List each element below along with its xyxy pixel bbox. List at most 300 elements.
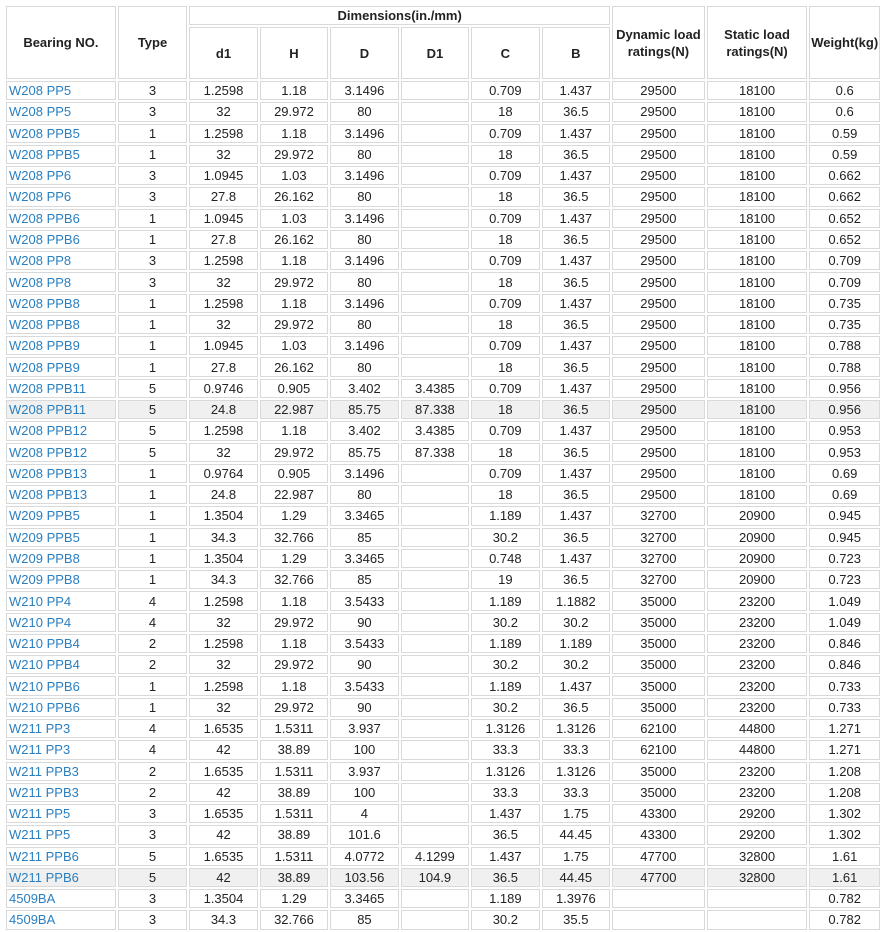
cell-C: 18 (471, 485, 539, 504)
cell-static: 18100 (707, 357, 808, 376)
cell-D: 103.56 (330, 868, 398, 887)
cell-model[interactable]: W208 PP6 (6, 187, 116, 206)
cell-model[interactable]: 4509BA (6, 910, 116, 929)
cell-C: 0.709 (471, 166, 539, 185)
cell-model[interactable]: W210 PP4 (6, 591, 116, 610)
cell-D: 4 (330, 804, 398, 823)
table-row (6, 868, 880, 887)
cell-type: 3 (118, 889, 187, 908)
cell-static (707, 910, 808, 929)
cell-model[interactable]: W210 PPB4 (6, 634, 116, 653)
cell-D1 (401, 464, 469, 483)
cell-d1: 32 (189, 102, 257, 121)
cell-model[interactable]: W208 PP5 (6, 102, 116, 121)
cell-H: 26.162 (260, 230, 328, 249)
cell-H: 1.18 (260, 591, 328, 610)
table-row (6, 272, 880, 291)
cell-dynamic: 35000 (612, 783, 705, 802)
cell-C: 0.709 (471, 464, 539, 483)
cell-D: 3.402 (330, 379, 398, 398)
table-row (6, 698, 880, 717)
cell-dynamic: 62100 (612, 740, 705, 759)
table-row (6, 230, 880, 249)
cell-static: 20900 (707, 506, 808, 525)
cell-B: 33.3 (542, 783, 610, 802)
cell-D1: 87.338 (401, 443, 469, 462)
cell-d1: 32 (189, 655, 257, 674)
cell-B: 1.75 (542, 804, 610, 823)
cell-weight: 0.652 (809, 209, 880, 228)
cell-H: 29.972 (260, 613, 328, 632)
cell-weight: 0.945 (809, 528, 880, 547)
cell-B: 1.437 (542, 506, 610, 525)
table-row (6, 81, 880, 100)
cell-C: 0.709 (471, 124, 539, 143)
cell-weight: 0.709 (809, 272, 880, 291)
cell-static: 18100 (707, 336, 808, 355)
cell-model[interactable]: W208 PPB12 (6, 443, 116, 462)
cell-static: 18100 (707, 124, 808, 143)
cell-static: 18100 (707, 187, 808, 206)
cell-C: 18 (471, 400, 539, 419)
cell-dynamic: 35000 (612, 613, 705, 632)
cell-model[interactable]: W209 PPB5 (6, 528, 116, 547)
cell-C: 0.709 (471, 251, 539, 270)
cell-D1 (401, 336, 469, 355)
cell-model[interactable]: W208 PPB8 (6, 315, 116, 334)
cell-weight: 1.271 (809, 740, 880, 759)
cell-type: 1 (118, 506, 187, 525)
cell-B: 36.5 (542, 698, 610, 717)
cell-type: 3 (118, 81, 187, 100)
cell-B: 36.5 (542, 570, 610, 589)
table-row (6, 400, 880, 419)
cell-C: 1.189 (471, 506, 539, 525)
cell-C: 0.709 (471, 421, 539, 440)
cell-weight: 0.945 (809, 506, 880, 525)
cell-C: 36.5 (471, 868, 539, 887)
cell-C: 18 (471, 315, 539, 334)
table-row (6, 847, 880, 866)
cell-C: 1.3126 (471, 719, 539, 738)
cell-H: 29.972 (260, 698, 328, 717)
cell-model[interactable]: W208 PPB13 (6, 485, 116, 504)
cell-H: 29.972 (260, 102, 328, 121)
cell-type: 4 (118, 613, 187, 632)
cell-C: 0.709 (471, 81, 539, 100)
cell-weight: 0.782 (809, 889, 880, 908)
cell-type: 5 (118, 379, 187, 398)
cell-model[interactable]: W208 PPB9 (6, 357, 116, 376)
cell-dynamic: 47700 (612, 868, 705, 887)
cell-H: 1.18 (260, 634, 328, 653)
cell-D: 3.1496 (330, 464, 398, 483)
cell-D: 3.1496 (330, 81, 398, 100)
cell-D1 (401, 549, 469, 568)
cell-B: 1.437 (542, 81, 610, 100)
cell-dynamic: 32700 (612, 570, 705, 589)
cell-D: 85 (330, 910, 398, 929)
cell-model[interactable]: W208 PPB11 (6, 400, 116, 419)
cell-H: 1.03 (260, 336, 328, 355)
cell-C: 0.748 (471, 549, 539, 568)
cell-C: 18 (471, 443, 539, 462)
cell-dynamic: 29500 (612, 145, 705, 164)
cell-type: 1 (118, 549, 187, 568)
cell-D: 3.1496 (330, 294, 398, 313)
cell-type: 5 (118, 443, 187, 462)
cell-weight: 0.6 (809, 102, 880, 121)
cell-D1 (401, 506, 469, 525)
cell-type: 1 (118, 209, 187, 228)
cell-weight: 1.61 (809, 868, 880, 887)
cell-model[interactable]: W208 PP5 (6, 81, 116, 100)
cell-dynamic: 35000 (612, 762, 705, 781)
cell-model[interactable]: W208 PPB6 (6, 209, 116, 228)
table-row (6, 209, 880, 228)
cell-d1: 24.8 (189, 400, 257, 419)
table-row (6, 676, 880, 695)
cell-H: 26.162 (260, 187, 328, 206)
cell-D: 90 (330, 655, 398, 674)
cell-dynamic: 29500 (612, 81, 705, 100)
cell-model[interactable]: W208 PP8 (6, 272, 116, 291)
cell-model[interactable]: W208 PPB9 (6, 336, 116, 355)
cell-static: 23200 (707, 698, 808, 717)
cell-dynamic: 29500 (612, 485, 705, 504)
cell-model[interactable]: W209 PPB8 (6, 549, 116, 568)
cell-weight: 0.69 (809, 464, 880, 483)
bearing-table-container (4, 4, 882, 932)
cell-type: 1 (118, 357, 187, 376)
cell-model[interactable]: W211 PPB3 (6, 762, 116, 781)
cell-model[interactable]: W208 PP8 (6, 251, 116, 270)
cell-d1: 1.2598 (189, 124, 257, 143)
cell-C: 36.5 (471, 825, 539, 844)
cell-H: 32.766 (260, 528, 328, 547)
cell-static: 23200 (707, 676, 808, 695)
header-dynamic-load: Dynamic load ratings(N) (612, 6, 705, 79)
cell-d1: 42 (189, 825, 257, 844)
cell-model[interactable]: W210 PPB6 (6, 698, 116, 717)
cell-D1 (401, 187, 469, 206)
table-row (6, 102, 880, 121)
cell-type: 2 (118, 634, 187, 653)
cell-weight: 0.846 (809, 655, 880, 674)
cell-B: 36.5 (542, 485, 610, 504)
cell-weight: 0.782 (809, 910, 880, 929)
cell-D: 3.3465 (330, 549, 398, 568)
table-row (6, 783, 880, 802)
cell-dynamic: 32700 (612, 506, 705, 525)
cell-d1: 34.3 (189, 528, 257, 547)
cell-type: 4 (118, 719, 187, 738)
cell-model[interactable]: 4509BA (6, 889, 116, 908)
header-D1: D1 (401, 27, 469, 79)
cell-H: 0.905 (260, 379, 328, 398)
cell-dynamic: 35000 (612, 676, 705, 695)
cell-d1: 0.9746 (189, 379, 257, 398)
table-row (6, 910, 880, 929)
cell-weight: 0.709 (809, 251, 880, 270)
cell-C: 0.709 (471, 336, 539, 355)
cell-d1: 32 (189, 698, 257, 717)
cell-d1: 1.2598 (189, 294, 257, 313)
cell-type: 5 (118, 868, 187, 887)
cell-type: 1 (118, 698, 187, 717)
cell-H: 32.766 (260, 570, 328, 589)
cell-H: 38.89 (260, 825, 328, 844)
cell-model[interactable]: W211 PP3 (6, 740, 116, 759)
cell-type: 3 (118, 910, 187, 929)
cell-D: 3.1496 (330, 251, 398, 270)
cell-D: 100 (330, 783, 398, 802)
cell-H: 22.987 (260, 400, 328, 419)
cell-d1: 32 (189, 613, 257, 632)
cell-B: 36.5 (542, 528, 610, 547)
cell-B: 36.5 (542, 315, 610, 334)
cell-D: 85.75 (330, 400, 398, 419)
table-row (6, 570, 880, 589)
cell-B: 1.437 (542, 251, 610, 270)
cell-B: 1.437 (542, 379, 610, 398)
table-row (6, 591, 880, 610)
cell-dynamic: 29500 (612, 230, 705, 249)
header-H: H (260, 27, 328, 79)
cell-C: 0.709 (471, 379, 539, 398)
cell-type: 2 (118, 783, 187, 802)
header-type: Type (118, 6, 187, 79)
cell-H: 29.972 (260, 145, 328, 164)
cell-d1: 1.3504 (189, 889, 257, 908)
header-d1: d1 (189, 27, 257, 79)
cell-weight: 0.733 (809, 676, 880, 695)
cell-model[interactable]: W211 PP5 (6, 825, 116, 844)
cell-C: 30.2 (471, 528, 539, 547)
cell-model[interactable]: W209 PPB5 (6, 506, 116, 525)
cell-B: 36.5 (542, 400, 610, 419)
cell-D: 101.6 (330, 825, 398, 844)
cell-dynamic (612, 889, 705, 908)
cell-d1: 34.3 (189, 570, 257, 589)
cell-C: 33.3 (471, 740, 539, 759)
cell-static: 29200 (707, 804, 808, 823)
cell-dynamic: 29500 (612, 102, 705, 121)
table-row (6, 719, 880, 738)
cell-D1 (401, 81, 469, 100)
cell-weight: 0.723 (809, 549, 880, 568)
cell-static: 20900 (707, 549, 808, 568)
cell-static: 23200 (707, 783, 808, 802)
cell-static: 20900 (707, 528, 808, 547)
header-bearing-no: Bearing NO. (6, 6, 116, 79)
table-row (6, 357, 880, 376)
cell-static: 18100 (707, 230, 808, 249)
cell-d1: 1.2598 (189, 81, 257, 100)
cell-model[interactable]: W210 PP4 (6, 613, 116, 632)
cell-weight: 1.049 (809, 613, 880, 632)
cell-model[interactable]: W208 PPB6 (6, 230, 116, 249)
cell-model[interactable]: W208 PP6 (6, 166, 116, 185)
cell-B: 1.437 (542, 166, 610, 185)
cell-model[interactable]: W208 PPB11 (6, 379, 116, 398)
cell-d1: 42 (189, 783, 257, 802)
cell-H: 1.29 (260, 506, 328, 525)
cell-B: 1.189 (542, 634, 610, 653)
table-row (6, 804, 880, 823)
cell-model[interactable]: W208 PPB8 (6, 294, 116, 313)
cell-static: 18100 (707, 209, 808, 228)
cell-D: 3.3465 (330, 506, 398, 525)
cell-static: 18100 (707, 145, 808, 164)
cell-static: 18100 (707, 421, 808, 440)
cell-type: 5 (118, 400, 187, 419)
table-row (6, 166, 880, 185)
cell-D: 3.5433 (330, 676, 398, 695)
table-row (6, 187, 880, 206)
cell-C: 33.3 (471, 783, 539, 802)
cell-d1: 1.6535 (189, 847, 257, 866)
cell-H: 1.29 (260, 549, 328, 568)
cell-dynamic: 62100 (612, 719, 705, 738)
cell-D1 (401, 825, 469, 844)
cell-d1: 1.0945 (189, 336, 257, 355)
header-static-load: Static load ratings(N) (707, 6, 808, 79)
bearing-spec-table (4, 4, 882, 932)
cell-C: 18 (471, 102, 539, 121)
cell-static: 20900 (707, 570, 808, 589)
cell-B: 1.437 (542, 549, 610, 568)
cell-B: 1.3126 (542, 719, 610, 738)
cell-type: 4 (118, 740, 187, 759)
cell-d1: 32 (189, 315, 257, 334)
cell-D1 (401, 209, 469, 228)
cell-D1 (401, 357, 469, 376)
cell-C: 19 (471, 570, 539, 589)
cell-H: 1.5311 (260, 804, 328, 823)
cell-model[interactable]: W211 PP5 (6, 804, 116, 823)
cell-static: 18100 (707, 251, 808, 270)
cell-D: 85 (330, 528, 398, 547)
cell-d1: 1.2598 (189, 634, 257, 653)
cell-B: 33.3 (542, 740, 610, 759)
cell-B: 44.45 (542, 825, 610, 844)
cell-dynamic: 35000 (612, 698, 705, 717)
cell-model[interactable]: W210 PPB6 (6, 676, 116, 695)
cell-D1 (401, 272, 469, 291)
cell-C: 18 (471, 272, 539, 291)
cell-H: 1.18 (260, 676, 328, 695)
cell-d1: 1.6535 (189, 762, 257, 781)
header-dimensions: Dimensions(in./mm) (189, 6, 610, 25)
cell-D1 (401, 315, 469, 334)
cell-H: 1.03 (260, 166, 328, 185)
cell-B: 36.5 (542, 272, 610, 291)
cell-static: 23200 (707, 634, 808, 653)
cell-D1: 3.4385 (401, 421, 469, 440)
cell-type: 1 (118, 528, 187, 547)
cell-weight: 1.049 (809, 591, 880, 610)
cell-C: 18 (471, 357, 539, 376)
cell-dynamic: 35000 (612, 634, 705, 653)
cell-dynamic: 47700 (612, 847, 705, 866)
cell-D1 (401, 145, 469, 164)
cell-H: 1.5311 (260, 847, 328, 866)
cell-C: 0.709 (471, 209, 539, 228)
cell-model[interactable]: W211 PPB3 (6, 783, 116, 802)
cell-D: 80 (330, 230, 398, 249)
cell-H: 38.89 (260, 740, 328, 759)
cell-model[interactable]: W208 PPB13 (6, 464, 116, 483)
cell-D1: 4.1299 (401, 847, 469, 866)
cell-model[interactable]: W211 PPB6 (6, 847, 116, 866)
cell-dynamic: 29500 (612, 187, 705, 206)
header-B: B (542, 27, 610, 79)
cell-model[interactable]: W208 PPB5 (6, 124, 116, 143)
cell-D: 3.1496 (330, 336, 398, 355)
cell-model[interactable]: W208 PPB5 (6, 145, 116, 164)
cell-weight: 0.662 (809, 166, 880, 185)
cell-type: 1 (118, 464, 187, 483)
cell-D: 100 (330, 740, 398, 759)
cell-model[interactable]: W210 PPB4 (6, 655, 116, 674)
cell-model[interactable]: W211 PPB6 (6, 868, 116, 887)
cell-type: 1 (118, 570, 187, 589)
cell-C: 30.2 (471, 655, 539, 674)
table-row (6, 421, 880, 440)
cell-B: 30.2 (542, 613, 610, 632)
cell-weight: 1.61 (809, 847, 880, 866)
cell-D1 (401, 889, 469, 908)
table-body (6, 81, 880, 930)
cell-dynamic: 29500 (612, 443, 705, 462)
cell-dynamic: 32700 (612, 549, 705, 568)
cell-C: 1.3126 (471, 762, 539, 781)
cell-d1: 1.3504 (189, 506, 257, 525)
cell-H: 1.29 (260, 889, 328, 908)
cell-D: 3.402 (330, 421, 398, 440)
cell-D1 (401, 613, 469, 632)
cell-model[interactable]: W211 PP3 (6, 719, 116, 738)
cell-static: 18100 (707, 294, 808, 313)
cell-D: 3.937 (330, 762, 398, 781)
cell-model[interactable]: W208 PPB12 (6, 421, 116, 440)
cell-H: 29.972 (260, 443, 328, 462)
table-row (6, 443, 880, 462)
cell-D1 (401, 294, 469, 313)
cell-D: 80 (330, 485, 398, 504)
table-row (6, 889, 880, 908)
cell-C: 1.189 (471, 634, 539, 653)
cell-C: 1.437 (471, 804, 539, 823)
table-row (6, 251, 880, 270)
cell-weight: 0.735 (809, 294, 880, 313)
cell-d1: 1.2598 (189, 591, 257, 610)
cell-D1 (401, 124, 469, 143)
table-row (6, 825, 880, 844)
cell-D1 (401, 910, 469, 929)
cell-d1: 34.3 (189, 910, 257, 929)
cell-weight: 0.956 (809, 379, 880, 398)
cell-D1 (401, 591, 469, 610)
cell-weight: 0.846 (809, 634, 880, 653)
cell-type: 3 (118, 272, 187, 291)
cell-weight: 0.788 (809, 336, 880, 355)
cell-model[interactable]: W209 PPB8 (6, 570, 116, 589)
cell-weight: 0.662 (809, 187, 880, 206)
header-C: C (471, 27, 539, 79)
table-row (6, 124, 880, 143)
